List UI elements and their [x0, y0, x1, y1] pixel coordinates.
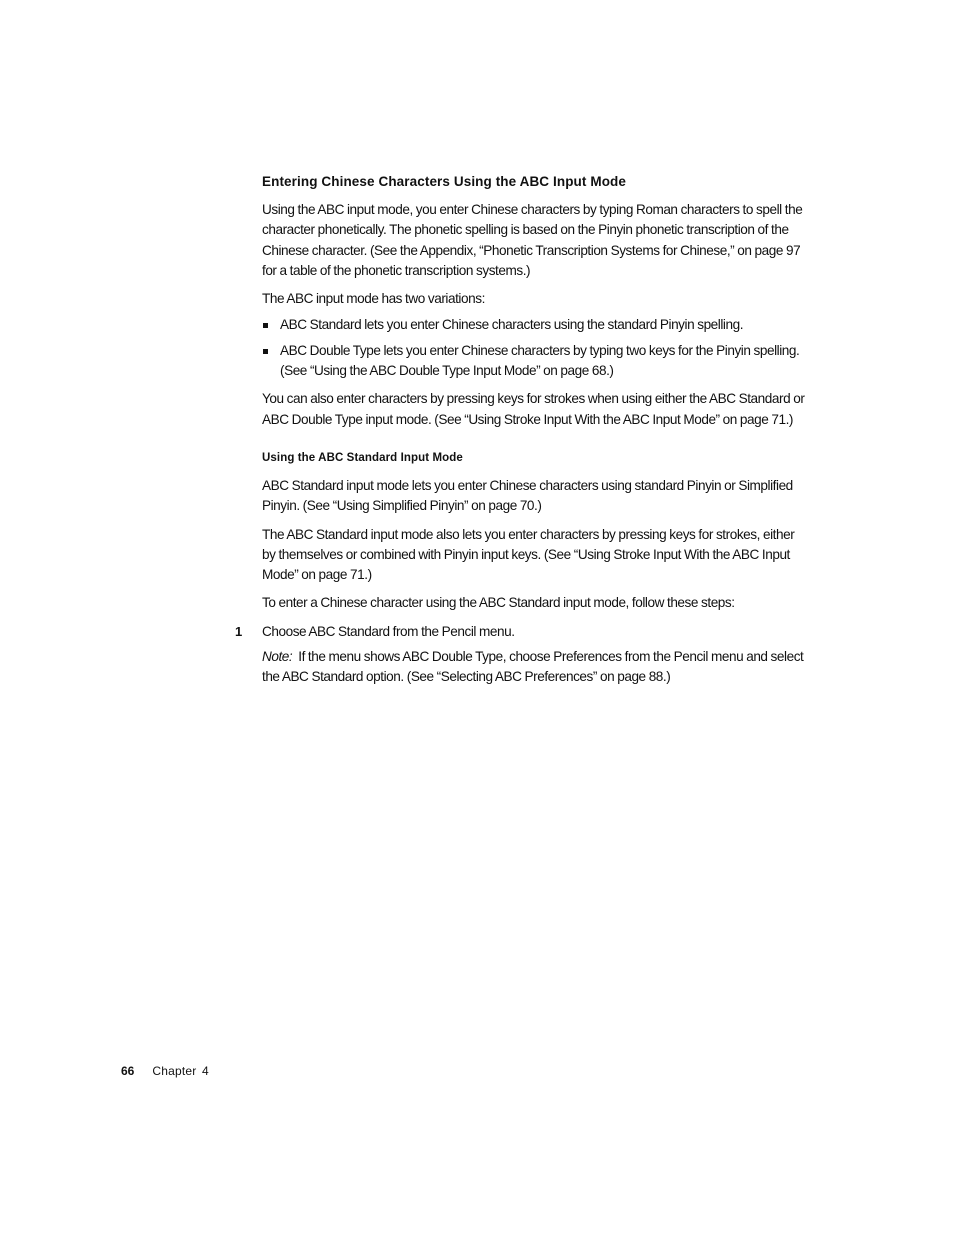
chapter-label: Chapter 4: [152, 1064, 209, 1078]
list-item-text: ABC Standard lets you enter Chinese characters using the standard Pinyin spelling.: [280, 317, 744, 333]
variations-intro: The ABC input mode has two variations:: [262, 291, 485, 307]
step-1: [235, 622, 807, 688]
standard-paragraph-2: The ABC Standard input mode also lets you enter characters by pressing keys for strokes, either by themselves or combined with Pinyin input keys. (See “Using Stroke Input With the ABC Input Mode” on page 71.): [262, 526, 795, 583]
subsection-heading: Using the ABC Standard Input Mode: [262, 451, 463, 464]
step-note: [262, 647, 807, 688]
section-heading: Entering Chinese Characters Using the ABC Input Mode: [262, 174, 626, 189]
step-number: 1: [235, 623, 243, 639]
list-item-text: ABC Double Type lets you enter Chinese characters by typing two keys for the Pinyin spelling. (See “Using the ABC Double Type Input Mode” on page 68.): [280, 342, 800, 379]
strokes-paragraph: You can also enter characters by pressing keys for strokes when using either the ABC Standard or ABC Double Type input mode. (See “Using Stroke Input With the ABC Input Mode” on page 71.): [262, 391, 805, 427]
step-text: Choose ABC Standard from the Pencil menu.: [262, 623, 515, 639]
page-footer: [121, 1063, 209, 1079]
note-text: If the menu shows ABC Double Type, choose Preferences from the Pencil menu and select the ABC Standard option. (See “Selecting ABC Preferences” on page 88.): [262, 649, 804, 685]
variations-list: [262, 315, 807, 381]
steps-intro: To enter a Chinese character using the ABC Standard input mode, follow these steps:: [262, 595, 735, 611]
note-label: Note:: [262, 649, 293, 665]
page-number: 66: [121, 1064, 135, 1078]
list-item: [262, 341, 807, 382]
page-content: [235, 172, 807, 696]
intro-paragraph: Using the ABC input mode, you enter Chinese characters by typing Roman characters to spell the character phonetically. The phonetic spelling is based on the Pinyin phonetic transcription of the Chinese character. (See the Appendix, “Phonetic Transcription Systems for Chinese,” on page 97 for a table of the phonetic transcription systems.): [262, 202, 803, 278]
square-bullet-icon: [263, 323, 268, 328]
list-item: [262, 315, 807, 335]
standard-paragraph-1: ABC Standard input mode lets you enter Chinese characters using standard Pinyin or Simplified Pinyin. (See “Using Simplified Pinyin” on page 70.): [262, 477, 793, 514]
square-bullet-icon: [263, 349, 268, 354]
